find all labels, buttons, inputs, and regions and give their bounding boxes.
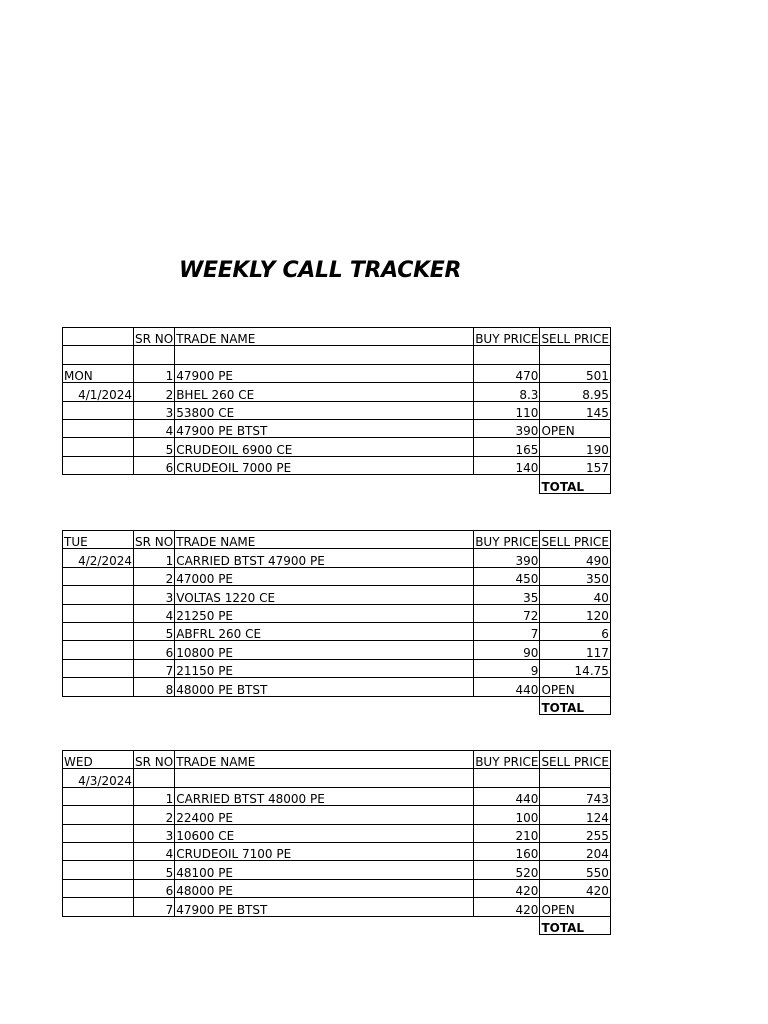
sell-price-cell[interactable]: 255 bbox=[540, 824, 610, 842]
trade-name-header[interactable]: TRADE NAME bbox=[175, 328, 474, 346]
sr-cell[interactable]: 8 bbox=[134, 678, 175, 696]
cell[interactable] bbox=[63, 586, 134, 604]
table-row bbox=[63, 364, 611, 382]
cell bbox=[63, 916, 134, 934]
buy-price-cell[interactable]: 420 bbox=[474, 898, 540, 916]
sr-no-header[interactable]: SR NO bbox=[134, 531, 175, 549]
buy-price-cell[interactable]: 390 bbox=[474, 419, 540, 437]
cell[interactable] bbox=[63, 678, 134, 696]
cell[interactable] bbox=[63, 419, 134, 437]
table-row bbox=[63, 678, 611, 696]
sr-cell[interactable]: 6 bbox=[134, 879, 175, 897]
trade-name-cell[interactable]: 47900 PE BTST bbox=[175, 419, 474, 437]
sr-no-header[interactable]: SR NO bbox=[134, 751, 175, 769]
table-row bbox=[63, 641, 611, 659]
table-row bbox=[63, 438, 611, 456]
cell[interactable] bbox=[63, 567, 134, 585]
header-row bbox=[63, 751, 611, 769]
cell[interactable] bbox=[63, 787, 134, 805]
table-row bbox=[63, 567, 611, 585]
buy-price-cell[interactable]: 420 bbox=[474, 879, 540, 897]
cell[interactable] bbox=[63, 401, 134, 419]
sell-price-cell[interactable]: 743 bbox=[540, 787, 610, 805]
cell[interactable] bbox=[63, 898, 134, 916]
trade-name-cell[interactable]: 48000 PE BTST bbox=[175, 678, 474, 696]
sr-cell[interactable]: 4 bbox=[134, 604, 175, 622]
table-row bbox=[63, 806, 611, 824]
table-row bbox=[63, 787, 611, 805]
buy-price-cell[interactable]: 160 bbox=[474, 842, 540, 860]
trade-name-cell[interactable]: 48100 PE bbox=[175, 861, 474, 879]
cell[interactable] bbox=[63, 879, 134, 897]
cell[interactable] bbox=[474, 769, 540, 787]
table-row bbox=[63, 842, 611, 860]
cell bbox=[134, 475, 175, 493]
sell-price-cell[interactable]: 350 bbox=[540, 567, 610, 585]
trade-name-cell[interactable]: 53800 CE bbox=[175, 401, 474, 419]
cell bbox=[474, 916, 540, 934]
sell-price-cell[interactable]: 8.95 bbox=[540, 383, 610, 401]
table-row bbox=[63, 419, 611, 437]
trade-name-cell[interactable]: VOLTAS 1220 CE bbox=[175, 586, 474, 604]
buy-price-cell[interactable]: 100 bbox=[474, 806, 540, 824]
table-row bbox=[63, 401, 611, 419]
sr-cell[interactable]: 7 bbox=[134, 659, 175, 677]
day-cell[interactable]: TUE bbox=[63, 531, 134, 549]
cell[interactable] bbox=[175, 769, 474, 787]
cell[interactable] bbox=[63, 456, 134, 474]
sell-price-cell[interactable]: 124 bbox=[540, 806, 610, 824]
buy-price-cell[interactable]: 90 bbox=[474, 641, 540, 659]
sr-cell[interactable]: 2 bbox=[134, 806, 175, 824]
cell bbox=[474, 475, 540, 493]
sr-cell[interactable]: 2 bbox=[134, 383, 175, 401]
table-row bbox=[63, 879, 611, 897]
buy-price-cell[interactable]: 7 bbox=[474, 622, 540, 640]
trade-name-cell[interactable]: CRUDEOIL 6900 CE bbox=[175, 438, 474, 456]
cell bbox=[175, 916, 474, 934]
trade-name-cell[interactable]: 47900 PE BTST bbox=[175, 898, 474, 916]
sr-cell[interactable]: 4 bbox=[134, 419, 175, 437]
buy-price-cell[interactable]: 440 bbox=[474, 678, 540, 696]
cell[interactable] bbox=[134, 346, 175, 364]
sr-cell[interactable]: 1 bbox=[134, 364, 175, 382]
cell[interactable] bbox=[540, 769, 610, 787]
date-cell[interactable]: 4/2/2024 bbox=[63, 549, 134, 567]
buy-price-header[interactable]: BUY PRICE bbox=[474, 751, 540, 769]
trade-name-cell[interactable]: 47000 PE bbox=[175, 567, 474, 585]
buy-price-cell[interactable]: 9 bbox=[474, 659, 540, 677]
cell[interactable] bbox=[63, 622, 134, 640]
trade-name-cell[interactable]: CARRIED BTST 47900 PE bbox=[175, 549, 474, 567]
trade-name-cell[interactable]: ABFRL 260 CE bbox=[175, 622, 474, 640]
empty-row bbox=[63, 346, 611, 364]
cell[interactable] bbox=[63, 328, 134, 346]
cell bbox=[175, 475, 474, 493]
sell-price-cell[interactable]: 550 bbox=[540, 861, 610, 879]
buy-price-cell[interactable]: 450 bbox=[474, 567, 540, 585]
cell[interactable] bbox=[63, 438, 134, 456]
cell bbox=[63, 475, 134, 493]
buy-price-cell[interactable]: 35 bbox=[474, 586, 540, 604]
page-title: WEEKLY CALL TRACKER bbox=[179, 258, 462, 283]
sell-price-cell[interactable]: 145 bbox=[540, 401, 610, 419]
cell[interactable] bbox=[63, 861, 134, 879]
table-row bbox=[63, 861, 611, 879]
table-row bbox=[63, 898, 611, 916]
sell-price-cell[interactable]: 190 bbox=[540, 438, 610, 456]
cell[interactable] bbox=[63, 641, 134, 659]
buy-price-header[interactable]: BUY PRICE bbox=[474, 531, 540, 549]
date-cell[interactable]: 4/1/2024 bbox=[63, 383, 134, 401]
sr-cell[interactable]: 2 bbox=[134, 567, 175, 585]
trade-name-header[interactable]: TRADE NAME bbox=[175, 531, 474, 549]
table-row bbox=[63, 549, 611, 567]
sell-price-cell[interactable]: OPEN bbox=[540, 678, 610, 696]
sell-price-cell[interactable]: 40 bbox=[540, 586, 610, 604]
cell bbox=[134, 916, 175, 934]
buy-price-cell[interactable]: 210 bbox=[474, 824, 540, 842]
cell[interactable] bbox=[540, 346, 610, 364]
buy-price-cell[interactable]: 110 bbox=[474, 401, 540, 419]
trade-name-cell[interactable]: 10800 PE bbox=[175, 641, 474, 659]
sell-price-cell[interactable]: 120 bbox=[540, 604, 610, 622]
sell-price-cell[interactable]: 14.75 bbox=[540, 659, 610, 677]
total-label[interactable]: TOTAL bbox=[540, 696, 610, 714]
cell bbox=[63, 696, 134, 714]
table-row bbox=[63, 622, 611, 640]
sell-price-header[interactable]: SELL PRICE bbox=[540, 531, 610, 549]
header-row bbox=[63, 531, 611, 549]
sr-cell[interactable]: 4 bbox=[134, 842, 175, 860]
sr-cell[interactable]: 6 bbox=[134, 456, 175, 474]
sell-price-cell[interactable]: OPEN bbox=[540, 898, 610, 916]
total-label[interactable]: TOTAL bbox=[540, 475, 610, 493]
total-row bbox=[63, 916, 611, 934]
sr-cell[interactable]: 1 bbox=[134, 787, 175, 805]
sell-price-cell[interactable]: 501 bbox=[540, 364, 610, 382]
table-row bbox=[63, 586, 611, 604]
buy-price-cell[interactable]: 72 bbox=[474, 604, 540, 622]
cell[interactable] bbox=[63, 346, 134, 364]
total-row bbox=[63, 696, 611, 714]
cell bbox=[134, 696, 175, 714]
trade-name-cell[interactable]: CRUDEOIL 7100 PE bbox=[175, 842, 474, 860]
table-row bbox=[63, 456, 611, 474]
trade-name-cell[interactable]: 48000 PE bbox=[175, 879, 474, 897]
buy-price-cell[interactable]: 520 bbox=[474, 861, 540, 879]
sell-price-cell[interactable]: OPEN bbox=[540, 419, 610, 437]
sr-cell[interactable]: 3 bbox=[134, 401, 175, 419]
trade-name-header[interactable]: TRADE NAME bbox=[175, 751, 474, 769]
buy-price-cell[interactable]: 440 bbox=[474, 787, 540, 805]
cell[interactable] bbox=[474, 346, 540, 364]
day-cell[interactable]: MON bbox=[63, 364, 134, 382]
sell-price-header[interactable]: SELL PRICE bbox=[540, 751, 610, 769]
sell-price-cell[interactable]: 490 bbox=[540, 549, 610, 567]
sr-cell[interactable]: 7 bbox=[134, 898, 175, 916]
table-row bbox=[63, 769, 611, 787]
sell-price-header[interactable]: SELL PRICE bbox=[540, 328, 610, 346]
cell[interactable] bbox=[63, 659, 134, 677]
buy-price-cell[interactable]: 470 bbox=[474, 364, 540, 382]
trade-name-cell[interactable]: 21250 PE bbox=[175, 604, 474, 622]
sr-cell[interactable]: 3 bbox=[134, 586, 175, 604]
trade-name-cell[interactable]: CARRIED BTST 48000 PE bbox=[175, 787, 474, 805]
table-row bbox=[63, 604, 611, 622]
total-row bbox=[63, 475, 611, 493]
cell[interactable] bbox=[63, 842, 134, 860]
sr-cell[interactable]: 1 bbox=[134, 549, 175, 567]
date-cell[interactable]: 4/3/2024 bbox=[63, 769, 134, 787]
trade-name-cell[interactable]: CRUDEOIL 7000 PE bbox=[175, 456, 474, 474]
sell-price-cell[interactable]: 157 bbox=[540, 456, 610, 474]
header-row bbox=[63, 328, 611, 346]
buy-price-header[interactable]: BUY PRICE bbox=[474, 328, 540, 346]
table-row bbox=[63, 824, 611, 842]
cell bbox=[474, 696, 540, 714]
buy-price-cell[interactable]: 390 bbox=[474, 549, 540, 567]
cell[interactable] bbox=[63, 604, 134, 622]
trade-name-cell[interactable]: 10600 CE bbox=[175, 824, 474, 842]
trade-name-cell[interactable]: 22400 PE bbox=[175, 806, 474, 824]
sell-price-cell[interactable]: 117 bbox=[540, 641, 610, 659]
sr-no-header[interactable]: SR NO bbox=[134, 328, 175, 346]
table-row bbox=[63, 383, 611, 401]
trade-name-cell[interactable]: BHEL 260 CE bbox=[175, 383, 474, 401]
cell[interactable] bbox=[175, 346, 474, 364]
sell-price-cell[interactable]: 420 bbox=[540, 879, 610, 897]
trade-name-cell[interactable]: 47900 PE bbox=[175, 364, 474, 382]
cell[interactable] bbox=[134, 769, 175, 787]
cell bbox=[175, 696, 474, 714]
trade-name-cell[interactable]: 21150 PE bbox=[175, 659, 474, 677]
sell-price-cell[interactable]: 6 bbox=[540, 622, 610, 640]
sr-cell[interactable]: 5 bbox=[134, 438, 175, 456]
cell[interactable] bbox=[63, 824, 134, 842]
buy-price-cell[interactable]: 140 bbox=[474, 456, 540, 474]
monday-table bbox=[62, 327, 611, 494]
cell[interactable] bbox=[63, 806, 134, 824]
buy-price-cell[interactable]: 165 bbox=[474, 438, 540, 456]
sr-cell[interactable]: 6 bbox=[134, 641, 175, 659]
sr-cell[interactable]: 5 bbox=[134, 622, 175, 640]
sr-cell[interactable]: 5 bbox=[134, 861, 175, 879]
table-row bbox=[63, 659, 611, 677]
sr-cell[interactable]: 3 bbox=[134, 824, 175, 842]
buy-price-cell[interactable]: 8.3 bbox=[474, 383, 540, 401]
wednesday-table bbox=[62, 750, 611, 935]
total-label[interactable]: TOTAL bbox=[540, 916, 610, 934]
day-cell[interactable]: WED bbox=[63, 751, 134, 769]
sell-price-cell[interactable]: 204 bbox=[540, 842, 610, 860]
tuesday-table bbox=[62, 530, 611, 715]
